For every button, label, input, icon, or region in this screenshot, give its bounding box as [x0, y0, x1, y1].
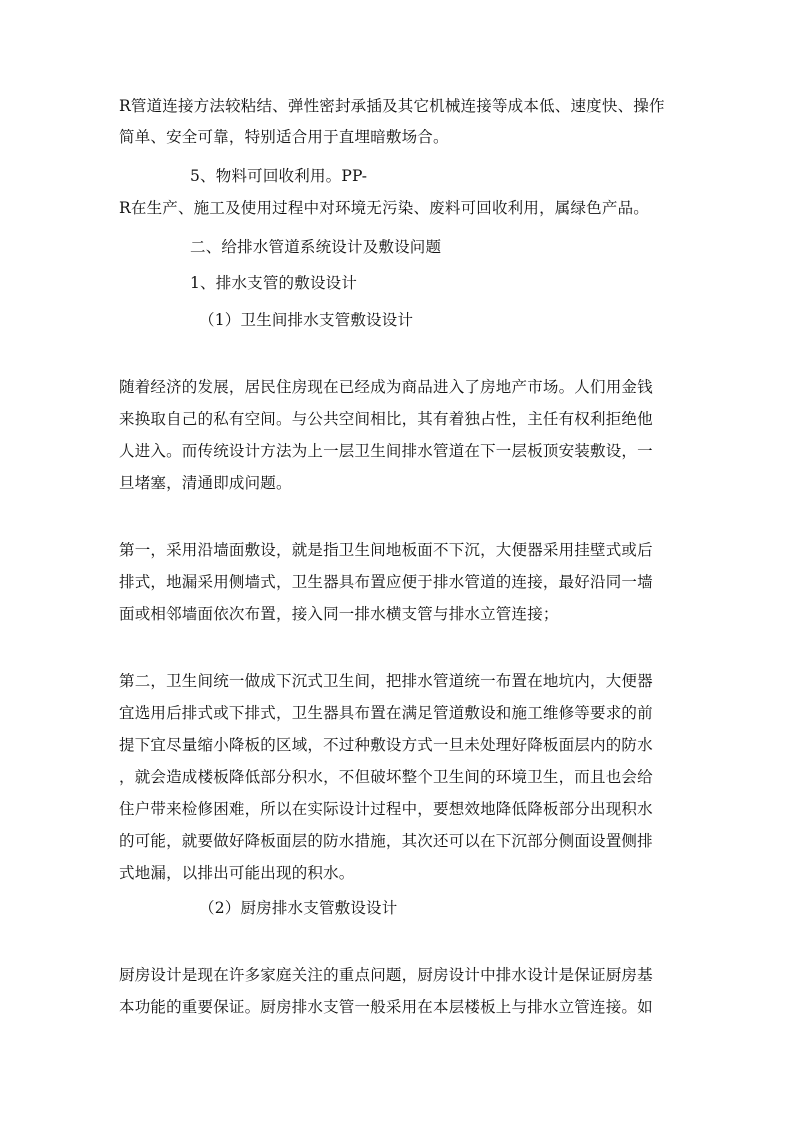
paragraph-line: 第一，采用沿墙面敷设，就是指卫生间地板面不下沉，大便器采用挂壁式或后 [119, 541, 653, 559]
subsection-heading: （2）厨房排水支管敷设设计 [199, 899, 398, 917]
paragraph-line: 人进入。而传统设计方法为上一层卫生间排水管道在下一层板顶安装敷设，一 [119, 442, 653, 460]
paragraph-line: 简单、安全可靠，特别适合用于直埋暗敷场合。 [119, 128, 449, 146]
paragraph-line: 第二，卫生间统一做成下沉式卫生间，把排水管道统一布置在地坑内，大便器 [119, 672, 653, 690]
paragraph-line: 旦堵塞，清通即成问题。 [119, 474, 292, 492]
section-heading: 二、给排水管道系统设计及敷设问题 [190, 238, 442, 256]
paragraph-line: R在生产、施工及使用过程中对环境无污染、废料可回收利用，属绿色产品。 [119, 199, 649, 217]
paragraph-line: 面或相邻墙面依次布置，接入同一排水横支管与排水立管连接； [119, 605, 559, 623]
paragraph-line: 随着经济的发展，居民住房现在已经成为商品进入了房地产市场。人们用金钱 [119, 378, 653, 396]
paragraph-line: ，就会造成楼板降低部分积水，不但破坏整个卫生间的环境卫生，而且也会给 [119, 768, 653, 786]
paragraph-line: 式地漏，以排出可能出现的积水。 [119, 864, 355, 882]
subsection-heading: 1、排水支管的敷设设计 [190, 274, 358, 292]
subsection-heading: （1）卫生间排水支管敷设设计 [199, 311, 414, 329]
paragraph-line: 住户带来检修困难，所以在实际设计过程中，要想效地降低降板部分出现积水 [119, 800, 653, 818]
paragraph-line: R管道连接方法较粘结、弹性密封承插及其它机械连接等成本低、速度快、操作 [119, 97, 665, 115]
paragraph-line: 5、物料可回收利用。PP- [190, 167, 368, 185]
paragraph-line: 本功能的重要保证。厨房排水支管一般采用在本层楼板上与排水立管连接。如 [119, 998, 653, 1016]
paragraph-line: 排式，地漏采用侧墙式，卫生器具布置应便于排水管道的连接，最好沿同一墙 [119, 573, 653, 591]
paragraph-line: 宜选用后排式或下排式，卫生器具布置在满足管道敷设和施工维修等要求的前 [119, 704, 653, 722]
paragraph-line: 提下宜尽量缩小降板的区域，不过种敷设方式一旦未处理好降板面层内的防水 [119, 736, 653, 754]
paragraph-line: 厨房设计是现在许多家庭关注的重点问题，厨房设计中排水设计是保证厨房基 [119, 966, 653, 984]
paragraph-line: 的可能，就要做好降板面层的防水措施，其次还可以在下沉部分侧面设置侧排 [119, 832, 653, 850]
paragraph-line: 来换取自己的私有空间。与公共空间相比，其有着独占性，主任有权利拒绝他 [119, 410, 653, 428]
